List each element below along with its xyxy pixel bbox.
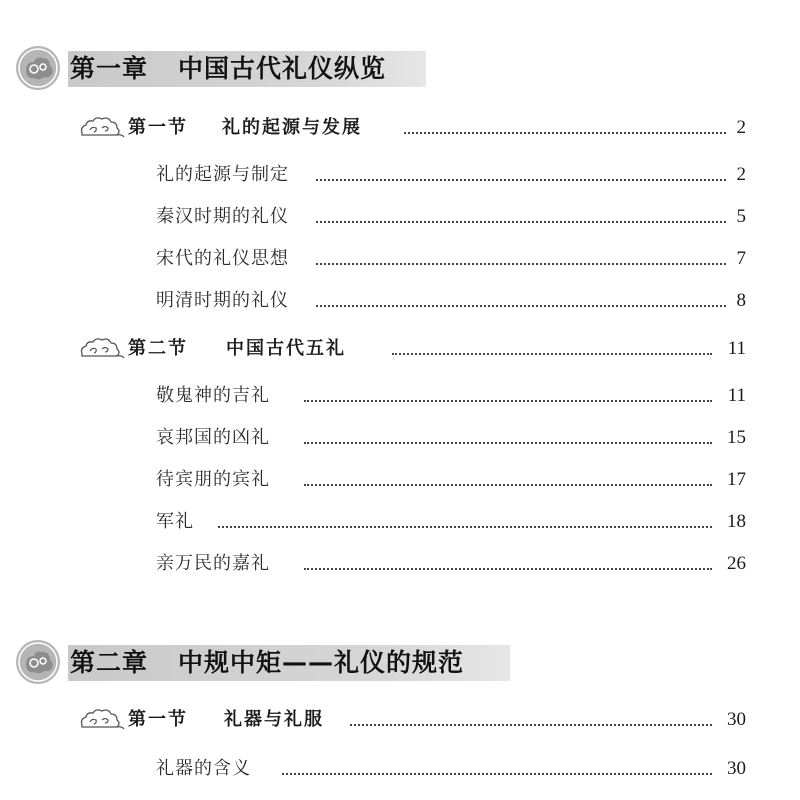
dot-leader — [316, 221, 726, 223]
chapter-number: 第二章 — [70, 648, 149, 677]
toc-section-row[interactable] — [0, 334, 800, 364]
page-number: 30 — [727, 709, 746, 730]
toc-item-row[interactable] — [0, 465, 800, 495]
dot-leader — [350, 724, 712, 726]
item-title: 敬鬼神的吉礼 — [156, 385, 270, 406]
section-title: 礼的起源与发展 — [222, 117, 362, 138]
toc-item-row[interactable] — [0, 423, 800, 453]
item-title: 亲万民的嘉礼 — [156, 553, 270, 574]
item-title: 宋代的礼仪思想 — [156, 248, 289, 269]
toc-item-row[interactable] — [0, 754, 800, 784]
chapter-heading — [14, 638, 534, 686]
dot-leader — [404, 132, 726, 134]
chapter-title — [70, 52, 386, 86]
chapter-heading — [14, 44, 534, 92]
toc-item-row[interactable] — [0, 286, 800, 316]
page-number: 18 — [727, 511, 746, 532]
item-title: 待宾朋的宾礼 — [156, 469, 270, 490]
dot-leader — [392, 353, 712, 355]
page-number: 2 — [736, 164, 746, 185]
toc-item-row[interactable] — [0, 507, 800, 537]
toc-item-row[interactable] — [0, 381, 800, 411]
toc-item-row[interactable] — [0, 549, 800, 579]
page-number: 26 — [727, 553, 746, 574]
page-number: 30 — [727, 758, 746, 779]
item-title: 哀邦国的凶礼 — [156, 427, 270, 448]
dot-leader — [316, 305, 726, 307]
dot-leader — [282, 773, 712, 775]
dot-leader — [304, 484, 712, 486]
auspicious-cloud-icon — [78, 707, 126, 733]
item-title: 礼的起源与制定 — [156, 164, 289, 185]
section-number: 第二节 — [128, 338, 188, 359]
page-number: 5 — [736, 206, 746, 227]
section-number: 第一节 — [128, 709, 188, 730]
cloud-medallion-icon — [14, 638, 62, 686]
chapter-name: 中国古代礼仪纵览 — [178, 54, 387, 83]
section-number: 第一节 — [128, 117, 188, 138]
dot-leader — [218, 526, 712, 528]
cloud-medallion-icon — [14, 44, 62, 92]
chapter-title — [70, 646, 464, 680]
page-number: 2 — [736, 117, 746, 138]
item-title: 军礼 — [156, 511, 194, 532]
page-number: 15 — [727, 427, 746, 448]
page-number: 8 — [736, 290, 746, 311]
toc-item-row[interactable] — [0, 202, 800, 232]
chapter-name: 中规中矩——礼仪的规范 — [178, 648, 465, 677]
dot-leader — [304, 568, 712, 570]
page-number: 11 — [727, 338, 746, 359]
dot-leader — [316, 179, 726, 181]
toc-item-row[interactable] — [0, 244, 800, 274]
page-number: 11 — [727, 385, 746, 406]
chapter-number: 第一章 — [70, 54, 149, 83]
toc-section-row[interactable] — [0, 705, 800, 735]
item-title: 明清时期的礼仪 — [156, 290, 289, 311]
dot-leader — [304, 442, 712, 444]
page-number: 7 — [736, 248, 746, 269]
item-title: 秦汉时期的礼仪 — [156, 206, 289, 227]
auspicious-cloud-icon — [78, 336, 126, 362]
section-title: 中国古代五礼 — [226, 338, 346, 359]
dot-leader — [304, 400, 712, 402]
auspicious-cloud-icon — [78, 115, 126, 141]
item-title: 礼器的含义 — [156, 758, 251, 779]
section-title: 礼器与礼服 — [224, 709, 324, 730]
toc-item-row[interactable] — [0, 160, 800, 190]
dot-leader — [316, 263, 726, 265]
page-number: 17 — [727, 469, 746, 490]
toc-section-row[interactable] — [0, 113, 800, 143]
